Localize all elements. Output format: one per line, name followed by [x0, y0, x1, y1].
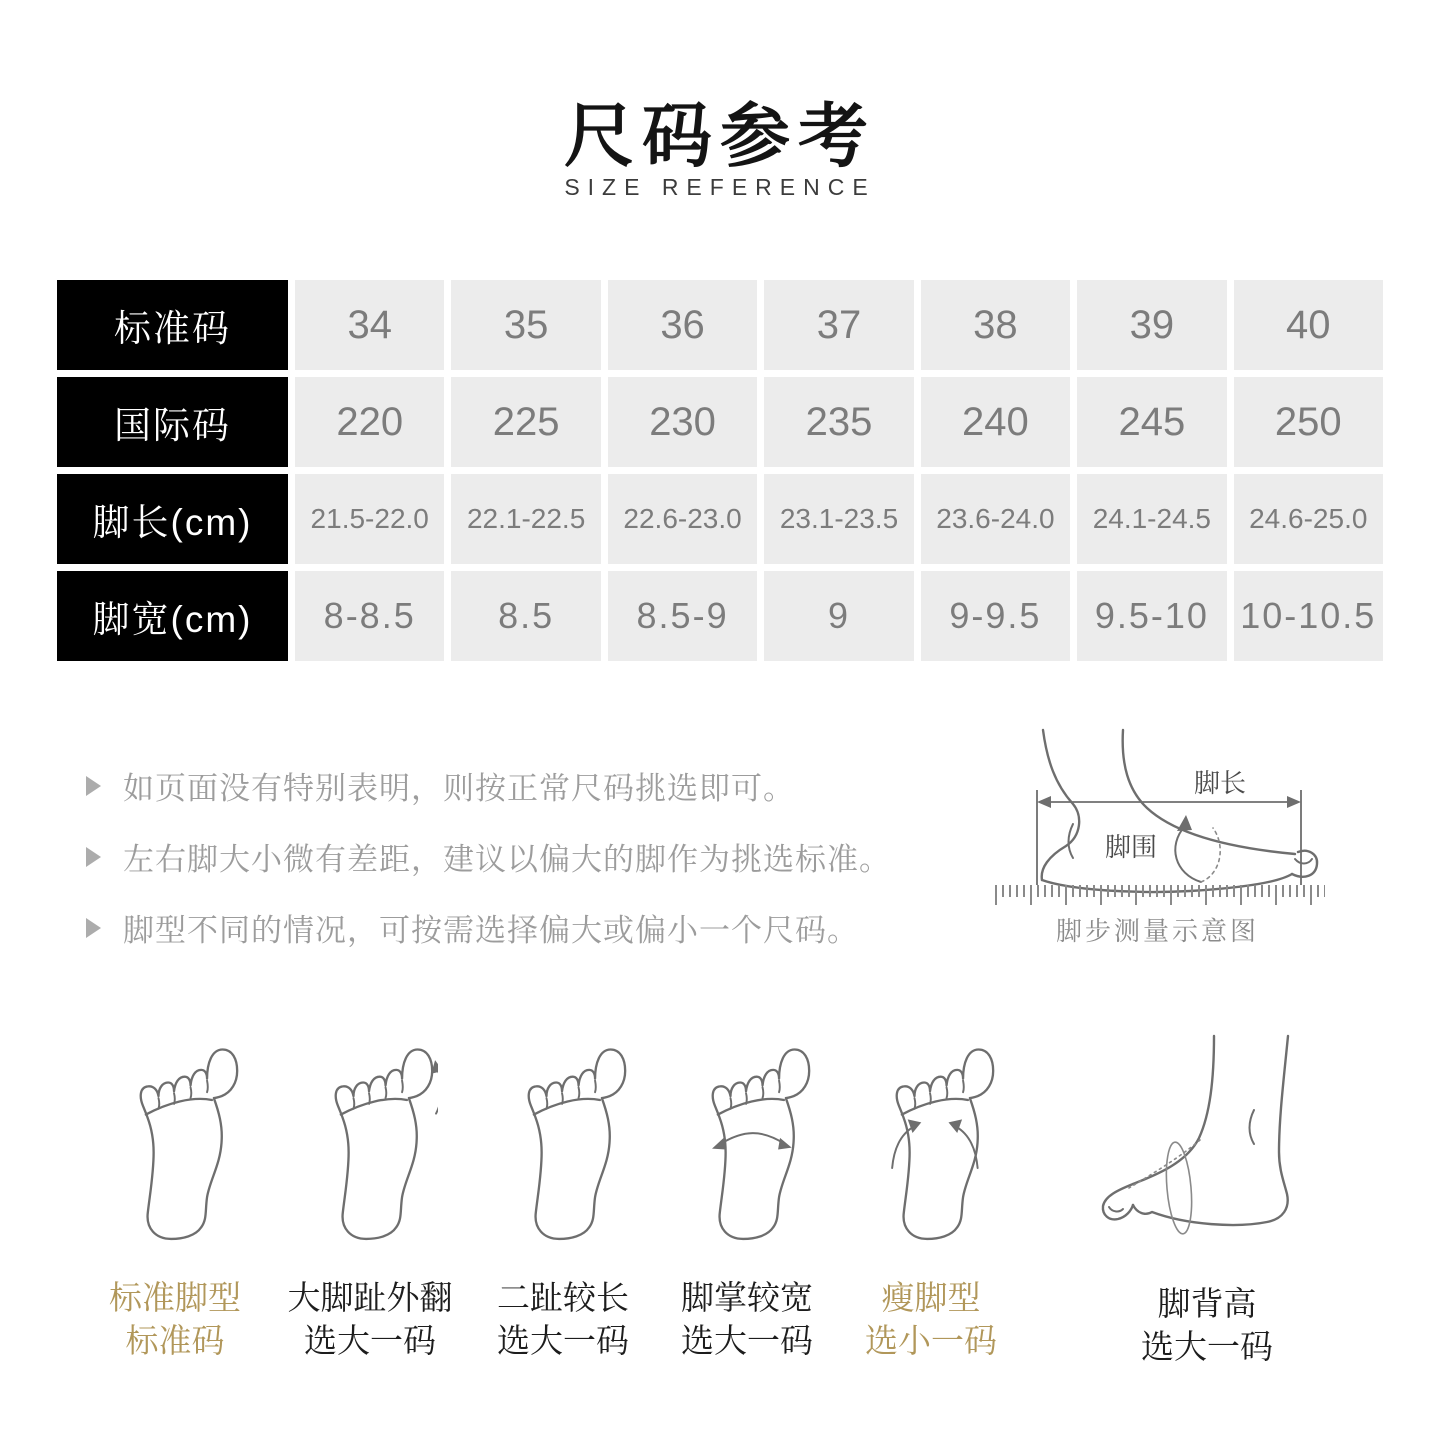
foot-type-line1: 脚背高 — [1157, 1285, 1257, 1322]
foot-type-label — [109, 1276, 241, 1362]
table-cell: 36 — [608, 280, 757, 370]
table-cell: 8.5-9 — [608, 571, 757, 661]
table-cell: 250 — [1234, 377, 1383, 467]
table-cell: 24.6-25.0 — [1234, 474, 1383, 564]
table-cell: 34 — [295, 280, 444, 370]
table-cell: 37 — [764, 280, 913, 370]
table-cell: 35 — [451, 280, 600, 370]
table-cell: 22.6-23.0 — [608, 474, 757, 564]
foot-type-line1: 二趾较长 — [497, 1279, 629, 1316]
foot-type-line2: 选小一码 — [865, 1322, 997, 1359]
row-header-foot-length: 脚长(cm) — [57, 474, 288, 564]
table-cell: 23.1-23.5 — [764, 474, 913, 564]
note-text: 脚型不同的情况，可按需选择偏大或偏小一个尺码。 — [123, 913, 859, 948]
foot-type-bunion — [270, 1022, 470, 1362]
page-subtitle: SIZE REFERENCE — [564, 174, 876, 200]
foot-type-line2: 选大一码 — [497, 1322, 629, 1359]
table-cell: 21.5-22.0 — [295, 474, 444, 564]
table-cell: 220 — [295, 377, 444, 467]
foot-type-line1: 脚掌较宽 — [681, 1279, 813, 1316]
foot-type-label — [1141, 1282, 1273, 1368]
foot-sole-thin-illustration — [863, 1022, 999, 1246]
measure-diagram-caption: 脚步测量示意图 — [1055, 916, 1259, 946]
foot-type-line2: 选大一码 — [681, 1322, 813, 1359]
triangle-bullet-icon — [86, 776, 101, 796]
row-header-standard-size: 标准码 — [57, 280, 288, 370]
foot-type-line2: 选大一码 — [1141, 1328, 1273, 1365]
foot-type-line2: 选大一码 — [304, 1322, 436, 1359]
foot-side-view-illustration — [985, 728, 1330, 905]
foot-type-label — [681, 1276, 813, 1362]
table-cell: 10-10.5 — [1234, 571, 1383, 661]
foot-girth-label: 脚围 — [1104, 832, 1158, 862]
foot-type-long-second-toe — [463, 1022, 663, 1362]
table-cell: 24.1-24.5 — [1077, 474, 1226, 564]
note-item — [86, 834, 891, 879]
row-header-international-size: 国际码 — [57, 377, 288, 467]
table-cell: 8.5 — [451, 571, 600, 661]
foot-type-line1: 瘦脚型 — [881, 1279, 981, 1316]
table-cell: 23.6-24.0 — [921, 474, 1070, 564]
table-cell: 9.5-10 — [1077, 571, 1226, 661]
foot-type-line1: 大脚趾外翻 — [287, 1279, 453, 1316]
triangle-bullet-icon — [86, 918, 101, 938]
note-item — [86, 763, 891, 808]
foot-type-label — [497, 1276, 629, 1362]
foot-measuring-diagram — [985, 728, 1330, 948]
table-cell: 235 — [764, 377, 913, 467]
note-text: 如页面没有特别表明，则按正常尺码挑选即可。 — [123, 771, 795, 806]
table-cell: 245 — [1077, 377, 1226, 467]
foot-type-label — [865, 1276, 997, 1362]
table-cell: 225 — [451, 377, 600, 467]
notes-list — [86, 763, 891, 950]
foot-high-instep-illustration — [1087, 1022, 1327, 1252]
foot-type-label — [288, 1276, 453, 1362]
foot-sole-standard-illustration — [107, 1022, 243, 1246]
table-cell: 240 — [921, 377, 1070, 467]
table-cell: 9-9.5 — [921, 571, 1070, 661]
table-cell: 9 — [764, 571, 913, 661]
foot-type-line2: 标准码 — [125, 1322, 225, 1359]
page-title: 尺码参考 — [564, 97, 876, 175]
foot-sole-wide-illustration — [679, 1022, 815, 1246]
note-text: 左右脚大小微有差距，建议以偏大的脚作为挑选标准。 — [123, 842, 891, 877]
row-header-foot-width: 脚宽(cm) — [57, 571, 288, 661]
table-cell: 22.1-22.5 — [451, 474, 600, 564]
triangle-bullet-icon — [86, 847, 101, 867]
foot-type-thin — [831, 1022, 1031, 1362]
table-cell: 230 — [608, 377, 757, 467]
size-table — [57, 280, 1383, 661]
table-cell: 38 — [921, 280, 1070, 370]
foot-type-wide — [647, 1022, 847, 1362]
foot-length-label: 脚长 — [1193, 768, 1247, 798]
foot-type-standard — [75, 1022, 275, 1362]
foot-sole-long-toe-illustration — [495, 1022, 631, 1246]
note-item — [86, 905, 891, 950]
table-cell: 8-8.5 — [295, 571, 444, 661]
table-cell: 39 — [1077, 280, 1226, 370]
table-cell: 40 — [1234, 280, 1383, 370]
foot-sole-bunion-illustration — [302, 1022, 438, 1246]
foot-type-high-instep — [1067, 1022, 1347, 1368]
foot-type-line1: 标准脚型 — [109, 1279, 241, 1316]
